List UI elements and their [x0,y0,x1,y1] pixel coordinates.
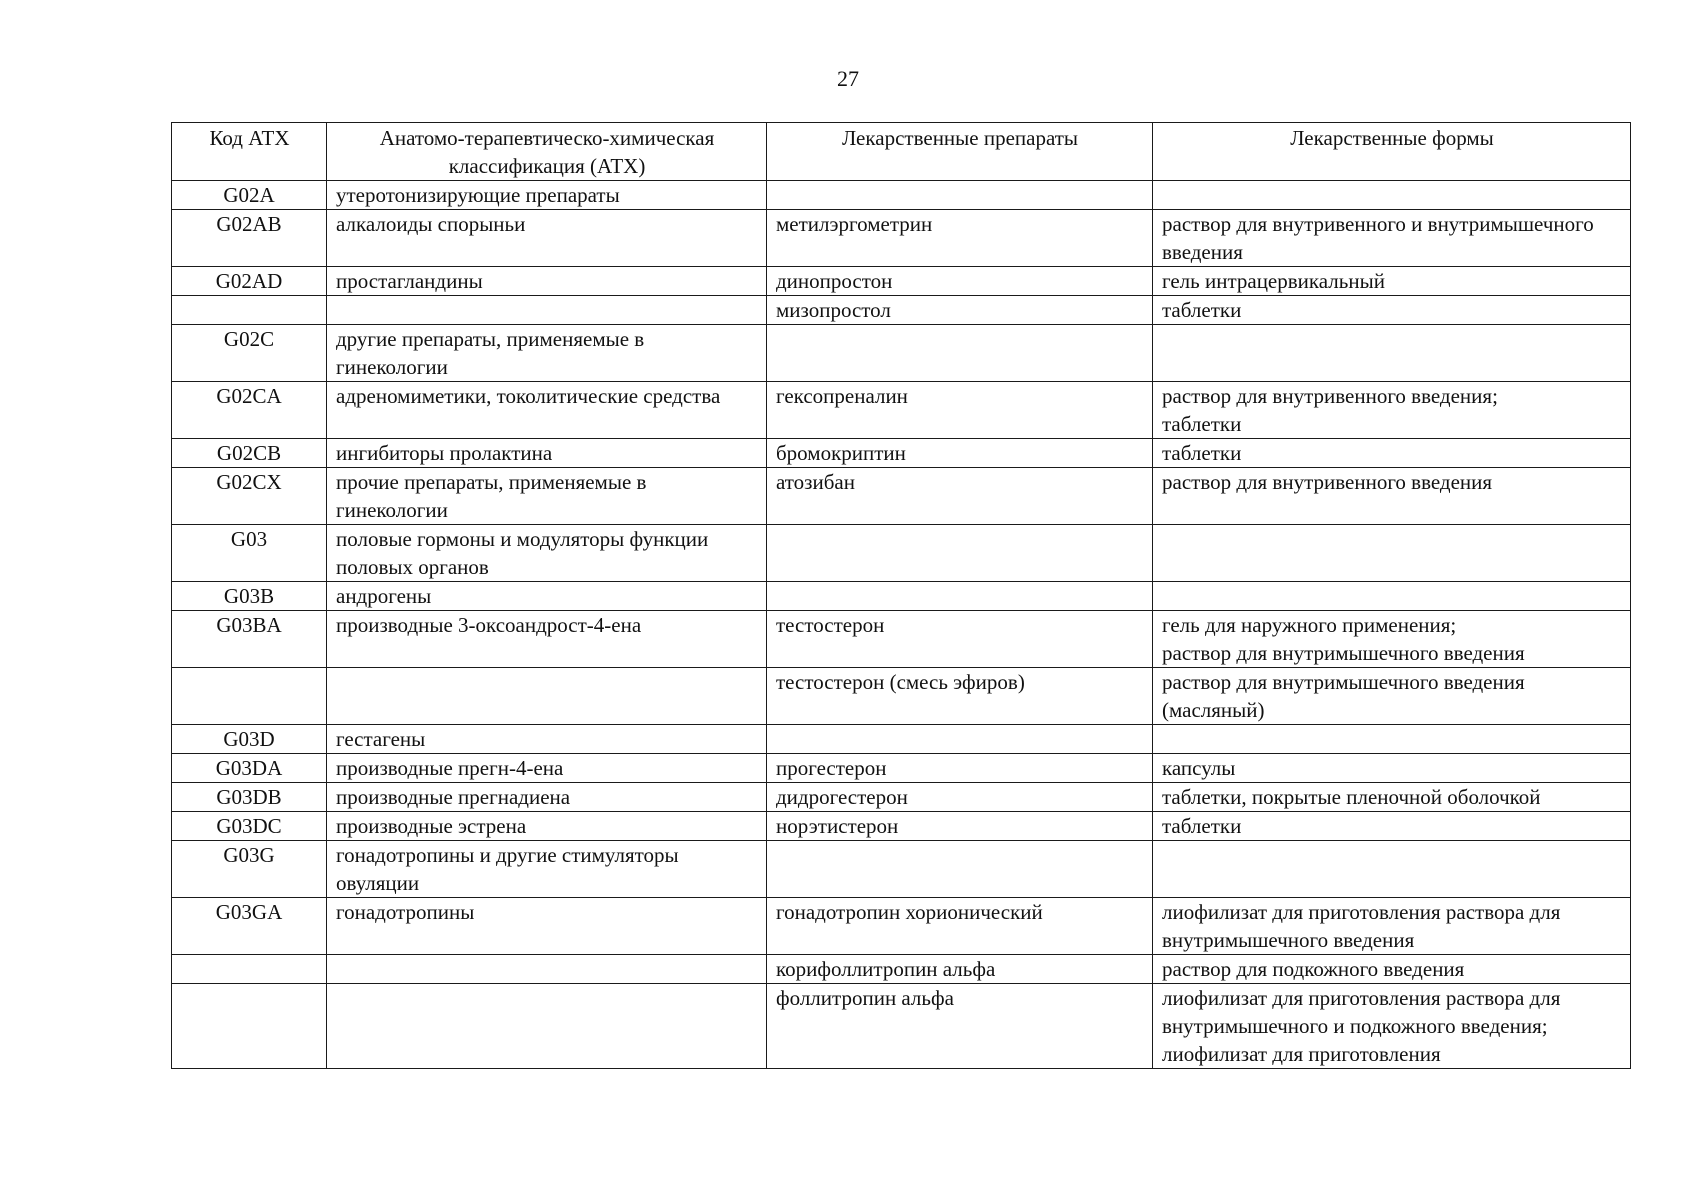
dosage-form-cell-text: таблетки [1162,814,1242,838]
atc-classification-cell-text: производные эстрена [336,814,527,838]
table-row [172,783,1631,812]
table-row [172,725,1631,754]
atc-classification-cell-text: другие препараты, применяемые в гинекологии [336,327,645,379]
drug-name-cell [767,668,1153,725]
drug-name-cell [767,439,1153,468]
page-number: 27 [837,66,859,91]
drug-name-cell [767,296,1153,325]
atc-classification-cell-text: производные прегн-4-ена [336,756,564,780]
atc-classification-cell-text: андрогены [336,584,432,608]
drug-name-cell [767,325,1153,382]
drug-name-cell [767,783,1153,812]
atc-classification-cell [327,754,767,783]
atc-classification-cell [327,725,767,754]
atc-code-cell [172,725,327,754]
drug-name-cell [767,267,1153,296]
atc-code-cell [172,525,327,582]
table-row [172,754,1631,783]
atc-classification-cell [327,210,767,267]
atc-classification-cell-text: адреномиметики, токолитические средства [336,384,721,408]
dosage-form-cell [1153,468,1631,525]
dosage-form-cell [1153,984,1631,1069]
drug-name-cell [767,210,1153,267]
dosage-form-cell [1153,267,1631,296]
atc-classification-cell [327,468,767,525]
atc-classification-cell-text: половые гормоны и модуляторы функции половых органов [336,527,709,579]
atc-code-cell [172,841,327,898]
atc-code-cell-text: G03D [223,727,275,751]
drug-name-cell [767,181,1153,210]
atc-classification-cell [327,812,767,841]
dosage-form-cell [1153,812,1631,841]
dosage-form-cell-text: раствор для внутривенного введения [1162,470,1493,494]
dosage-form-cell [1153,841,1631,898]
table-row [172,668,1631,725]
atc-code-cell-text: G03GA [215,900,283,924]
atc-code-cell-text: G03G [223,843,275,867]
dosage-form-cell-text: раствор для внутримышечного введения (масляный) [1162,670,1525,722]
table-row [172,267,1631,296]
atc-code-cell [172,812,327,841]
atc-classification-cell-text: гонадотропины и другие стимуляторы овуляции [336,843,679,895]
atc-code-cell-text: G03DC [216,814,282,838]
drug-name-cell-text: тестостерон [776,613,885,637]
dosage-form-cell [1153,296,1631,325]
table-body [172,181,1631,1069]
atc-code-cell-text: G03DB [216,785,282,809]
drug-name-cell [767,582,1153,611]
dosage-form-cell [1153,181,1631,210]
drug-name-cell-text: бромокриптин [776,441,906,465]
dosage-form-cell [1153,898,1631,955]
table-row [172,439,1631,468]
atc-classification-cell [327,582,767,611]
drug-name-cell-text: гексопреналин [776,384,908,408]
atc-code-cell [172,984,327,1069]
atc-code-cell [172,296,327,325]
atc-classification-cell-text: алкалоиды спорыньи [336,212,526,236]
dosage-form-cell [1153,725,1631,754]
drug-name-cell-text: прогестерон [776,756,887,780]
atc-code-cell [172,783,327,812]
atc-classification-cell [327,668,767,725]
dosage-form-cell-text: таблетки [1162,441,1242,465]
drug-name-cell [767,812,1153,841]
drug-name-cell-text: тестостерон (смесь эфиров) [776,670,1025,694]
dosage-form-cell [1153,439,1631,468]
atc-code-cell-text: G02CB [216,441,282,465]
atc-code-cell [172,439,327,468]
table-row [172,468,1631,525]
atc-code-cell [172,611,327,668]
drug-name-cell-text: динопростон [776,269,893,293]
atc-classification-cell [327,267,767,296]
dosage-form-cell-text: гель интрацервикальный [1162,269,1385,293]
atc-classification-cell [327,382,767,439]
dosage-form-cell [1153,210,1631,267]
atc-code-cell [172,181,327,210]
table-row [172,296,1631,325]
atc-classification-cell-text: утеротонизирующие препараты [336,183,620,207]
dosage-form-cell-text: раствор для подкожного введения [1162,957,1465,981]
dosage-form-cell-text: капсулы [1162,756,1236,780]
atc-code-cell-text: G02AD [215,269,283,293]
table-header-row [172,123,1631,181]
table-row [172,611,1631,668]
drug-name-cell-text: фоллитропин альфа [776,986,954,1010]
dosage-form-cell [1153,754,1631,783]
table-row [172,955,1631,984]
dosage-form-cell [1153,525,1631,582]
table-row [172,898,1631,955]
atc-code-cell [172,210,327,267]
atc-classification-cell [327,955,767,984]
atc-classification-cell [327,439,767,468]
drug-name-cell [767,611,1153,668]
atc-code-cell-text: G02C [223,327,275,351]
atc-code-cell [172,955,327,984]
atc-code-cell [172,754,327,783]
atc-code-cell [172,267,327,296]
drug-name-cell [767,898,1153,955]
atc-code-cell [172,382,327,439]
table-row [172,382,1631,439]
atc-code-cell [172,582,327,611]
table-row [172,210,1631,267]
drug-name-cell-text: дидрогестерон [776,785,908,809]
atc-classification-cell [327,841,767,898]
atc-code-cell-text: G02AB [216,212,282,236]
dosage-form-cell-text: таблетки, покрытые пленочной оболочкой [1162,785,1541,809]
atc-code-cell [172,668,327,725]
atc-classification-cell [327,898,767,955]
drug-name-cell [767,382,1153,439]
dosage-form-cell [1153,382,1631,439]
atc-code-cell [172,468,327,525]
dosage-form-cell-text: таблетки [1162,298,1242,322]
table-row [172,984,1631,1069]
atc-classification-cell [327,783,767,812]
atc-classification-cell [327,296,767,325]
atc-code-cell-text: G02A [223,183,275,207]
header-atc-code: Код АТХ [172,123,327,181]
dosage-form-cell-text: лиофилизат для приготовления раствора для внутримышечного и подкожного введения; лиофилизат для приготовления [1162,986,1561,1066]
drug-name-cell [767,754,1153,783]
atc-code-cell-text: G02CA [216,384,282,408]
dosage-form-cell-text: раствор для внутривенного введения; таблетки [1162,384,1498,436]
dosage-form-cell [1153,582,1631,611]
atc-code-cell-text: G03DA [215,756,283,780]
dosage-form-cell-text: гель для наружного применения; раствор для внутримышечного введения [1162,613,1525,665]
atc-classification-cell-text: прочие препараты, применяемые в гинекологии [336,470,647,522]
header-drugs: Лекарственные препараты [767,123,1153,181]
atc-code-cell-text: G03B [223,584,275,608]
drug-name-cell-text: норэтистерон [776,814,899,838]
atc-code-cell [172,325,327,382]
atc-classification-cell-text: простагландины [336,269,483,293]
dosage-form-cell-text: лиофилизат для приготовления раствора для внутримышечного введения [1162,900,1561,952]
atc-classification-cell-text: производные прегнадиена [336,785,571,809]
atc-code-cell-text: G03BA [216,613,282,637]
atc-classification-cell [327,611,767,668]
atc-classification-cell [327,984,767,1069]
atc-classification-cell-text: гонадотропины [336,900,475,924]
table-row [172,525,1631,582]
dosage-form-cell [1153,955,1631,984]
drug-name-cell-text: мизопростол [776,298,891,322]
drug-name-cell-text: гонадотропин хорионический [776,900,1043,924]
drug-name-cell [767,984,1153,1069]
atc-classification-cell [327,525,767,582]
table-row [172,841,1631,898]
table-row [172,325,1631,382]
drug-name-cell [767,525,1153,582]
drug-name-cell-text: корифоллитропин альфа [776,957,996,981]
atc-classification-cell [327,181,767,210]
atc-code-cell [172,898,327,955]
dosage-form-cell [1153,668,1631,725]
table-row [172,582,1631,611]
dosage-form-cell [1153,325,1631,382]
header-atc-classification: Анатомо-терапевтическо-химическая классификация (АТХ) [327,123,767,181]
drug-name-cell-text: метилэргометрин [776,212,933,236]
drug-name-cell [767,955,1153,984]
drug-name-cell [767,725,1153,754]
atc-classification-cell-text: производные 3-оксоандрост-4-ена [336,613,642,637]
atc-drug-table [171,122,1631,1069]
atc-code-cell-text: G03 [230,527,268,551]
atc-code-cell-text: G02CX [216,470,282,494]
atc-classification-cell-text: гестагены [336,727,426,751]
dosage-form-cell [1153,783,1631,812]
drug-name-cell [767,841,1153,898]
dosage-form-cell [1153,611,1631,668]
drug-name-cell [767,468,1153,525]
table-row [172,181,1631,210]
atc-classification-cell [327,325,767,382]
drug-name-cell-text: атозибан [776,470,855,494]
table-row [172,812,1631,841]
atc-classification-cell-text: ингибиторы пролактина [336,441,553,465]
dosage-form-cell-text: раствор для внутривенного и внутримышечного введения [1162,212,1594,264]
header-dosage-forms: Лекарственные формы [1153,123,1631,181]
